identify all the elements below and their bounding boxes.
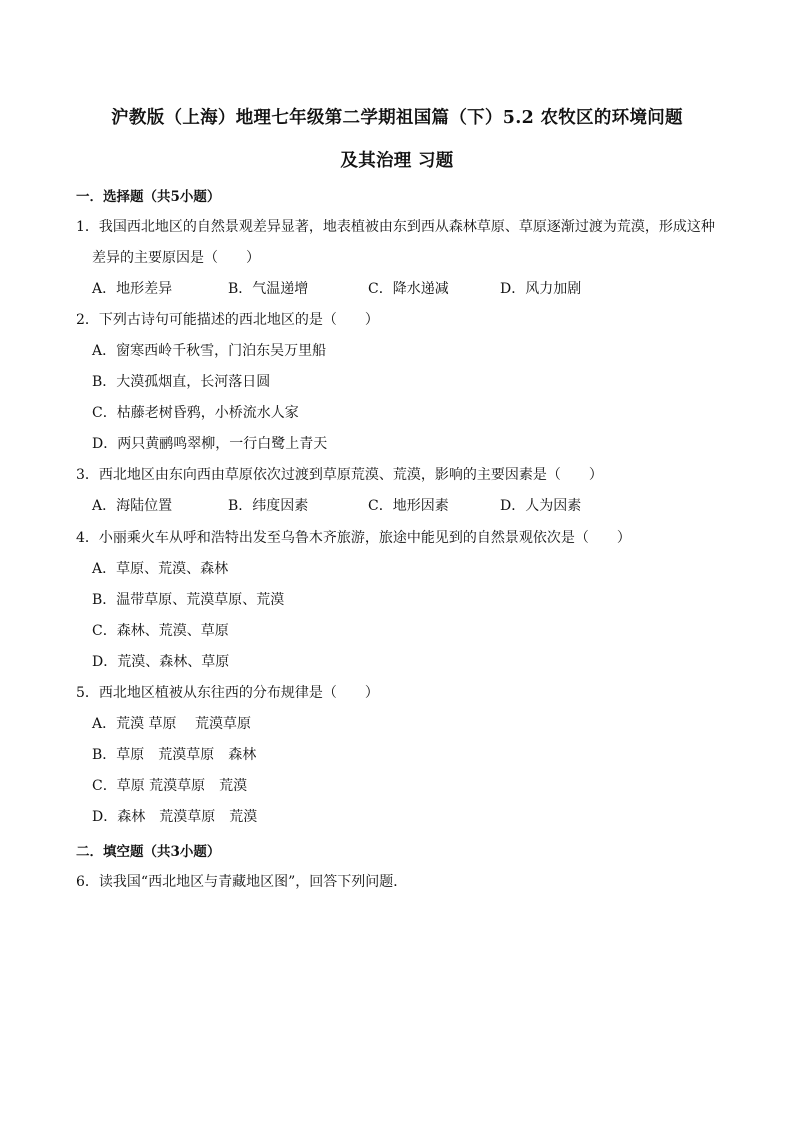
page-title-line-1: 沪教版（上海）地理七年级第二学期祖国篇（下）5.2 农牧区的环境问题 xyxy=(111,108,683,128)
question-2-option-c[interactable]: C．枯藤老树昏鸦，小桥流水人家 xyxy=(92,405,299,421)
question-5-option-d[interactable]: D．森林 荒漠草原 荒漠 xyxy=(92,809,258,825)
option-a[interactable]: A．海陆位置 xyxy=(92,498,173,514)
page-title-line-2: 及其治理 习题 xyxy=(340,151,454,171)
question-2-option-a[interactable]: A．窗寒西岭千秋雪，门泊东吴万里船 xyxy=(92,343,327,359)
question-6-stem: 6．读我国“西北地区与青藏地区图”，回答下列问题． xyxy=(76,874,408,890)
question-1-stem-cont: 差异的主要原因是（ ） xyxy=(92,250,260,266)
section-heading-choice: 一．选择题（共5小题） xyxy=(76,189,221,205)
question-4-stem: 4．小丽乘火车从呼和浩特出发至乌鲁木齐旅游，旅途中能见到的自然景观依次是（ ） xyxy=(76,530,631,546)
option-a[interactable]: A．地形差异 xyxy=(92,281,173,297)
question-5-option-a[interactable]: A．荒漠 草原 荒漠草原 xyxy=(92,716,252,732)
option-c[interactable]: C．降水递减 xyxy=(368,281,449,297)
question-1-stem: 1．我国西北地区的自然景观差异显著，地表植被由东到西从森林草原、草原逐渐过渡为荒漠，形成这种 xyxy=(76,219,715,235)
question-3-stem: 3．西北地区由东向西由草原依次过渡到草原荒漠、荒漠，影响的主要因素是（ ） xyxy=(76,467,603,483)
question-2-option-b[interactable]: B．大漠孤烟直，长河落日圆 xyxy=(92,374,271,390)
question-4-option-b[interactable]: B．温带草原、荒漠草原、荒漠 xyxy=(92,592,285,608)
option-d[interactable]: D．风力加剧 xyxy=(500,281,582,297)
option-d[interactable]: D．人为因素 xyxy=(500,498,582,514)
question-4-option-a[interactable]: A．草原、荒漠、森林 xyxy=(92,561,229,577)
option-b[interactable]: B．纬度因素 xyxy=(228,498,309,514)
question-5-option-b[interactable]: B．草原 荒漠草原 森林 xyxy=(92,747,257,763)
section-heading-fill: 二．填空题（共3小题） xyxy=(76,844,221,860)
option-c[interactable]: C．地形因素 xyxy=(368,498,449,514)
question-5-option-c[interactable]: C．草原 荒漠草原 荒漠 xyxy=(92,778,248,794)
question-2-option-d[interactable]: D．两只黄鹂鸣翠柳，一行白鹭上青天 xyxy=(92,436,328,452)
question-4-option-c[interactable]: C．森林、荒漠、草原 xyxy=(92,623,229,639)
question-5-stem: 5．西北地区植被从东往西的分布规律是（ ） xyxy=(76,685,379,701)
question-4-option-d[interactable]: D．荒漠、森林、草原 xyxy=(92,654,230,670)
option-b[interactable]: B．气温递增 xyxy=(228,281,309,297)
question-2-stem: 2．下列古诗句可能描述的西北地区的是（ ） xyxy=(76,312,379,328)
